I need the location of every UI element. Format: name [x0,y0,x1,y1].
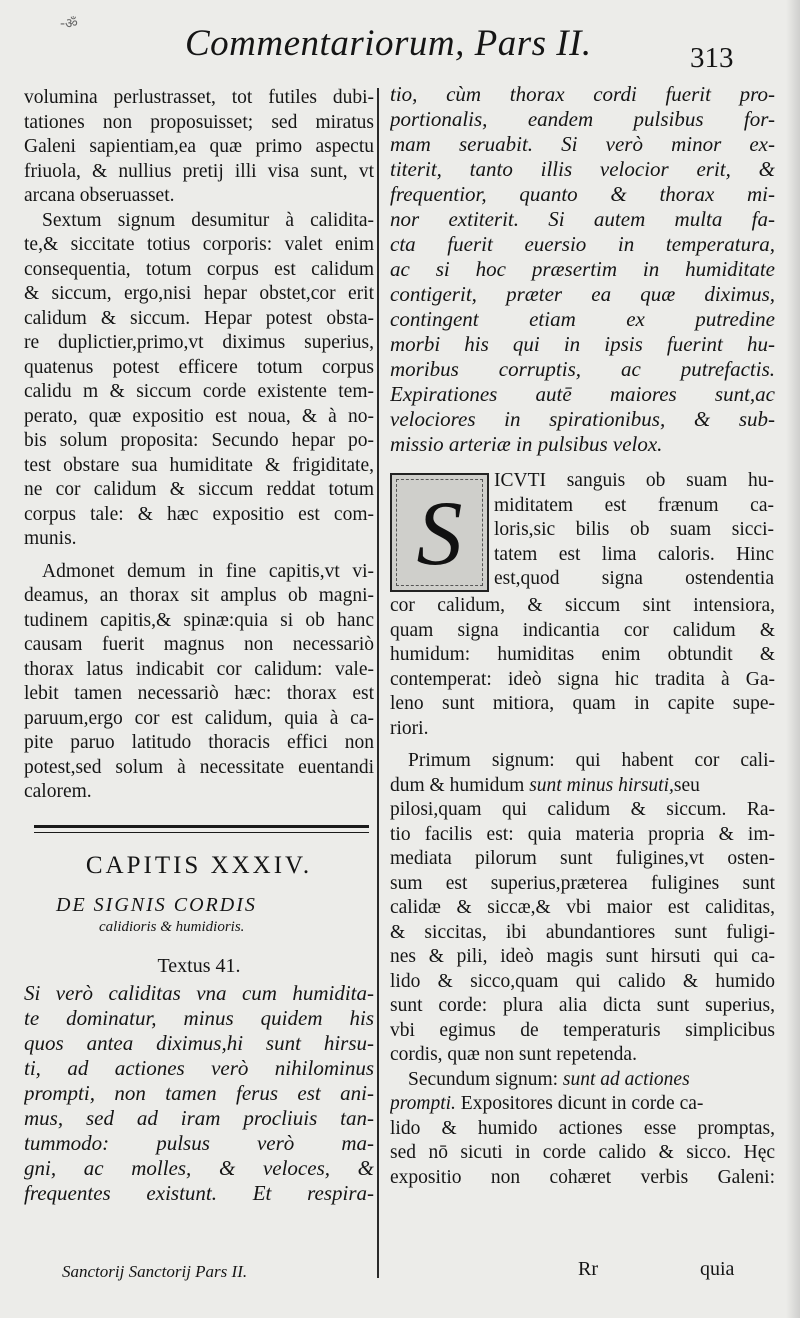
initial-paragraph [494,469,774,592]
text-line: lido & humido actiones esse promptas, [390,1117,775,1139]
text-run: seu [673,774,700,796]
text-line: miditatem est frænum ca- [494,494,774,516]
right-paragraph-c [390,1068,775,1191]
italic-phrase: prompti. [390,1093,456,1114]
textus-label: Textus 41. [157,954,241,977]
text-line: & siccitas, ibi abundantiores sunt fuligi- [390,921,775,943]
text-line: gni, ac molles, & veloces, & [24,1155,374,1180]
text-line: mam seruabit. Si verò minor ex- [390,132,775,156]
text-line: nor extiterit. Si autem multa fa- [390,207,775,231]
left-paragraph-2 [24,209,374,552]
text-line: nes & pili, ideò magis sunt hirsuti qui ca- [390,946,775,967]
text-line: arcana obseruasset. [24,185,175,206]
text-line: te,& siccitate totius corporis: valet enim [24,234,374,255]
text-line: moribus corruptis, ac putrefactis. [390,357,775,381]
text-line [390,1068,775,1093]
text-line: quam signa indicantia cor calidum & [390,619,775,641]
text-line: tudinem capitis,& spinæ:quia si ob hanc [24,609,374,631]
text-line: cor calidum, & siccum sint intensiora, [390,595,775,616]
text-line: munis. [24,528,77,549]
text-line: paruum,ergo cor est calidum, quia à ca- [24,707,374,729]
text-line: ICVTI sanguis ob suam hu- [494,470,774,491]
text-line: riori. [390,717,429,739]
text-line: Primum signum: qui habent cor cali- [408,750,775,771]
text-line: est,quod signa ostendentia [494,568,774,589]
text-line: mediata pilorum sunt fuligines,vt osten- [390,848,775,869]
chapter-subheading-continued: calidioris & humidioris. [99,918,245,935]
text-line: Sextum signum desumitur à calidita- [42,209,374,231]
textus-passage [24,981,374,1206]
text-line: velociores in spirationibus, & sub- [390,407,775,431]
textus-continuation [390,82,775,457]
text-line: Galeni sapientiam,ea quæ primo aspectu [24,136,374,157]
right-column [390,82,775,1190]
right-paragraph-b [390,749,775,1068]
text-line: causam fuerit magnus non necessariò [24,634,374,655]
text-line: lido & sicco,quam qui calido & humido [390,970,775,992]
column-divider [377,88,379,1278]
text-line: calorem. [24,781,92,802]
text-line: expositio non cohæret verbis Galeni: [390,1166,775,1188]
text-line: perato, quæ expositio est noua, & à no- [24,405,374,427]
text-line: cta fuerit euersio in temperatura, [390,232,775,256]
text-line: tationes non proposuisset; sed miratus [24,111,374,133]
left-paragraph-3 [24,560,374,805]
signature-mark: Rr [578,1258,598,1280]
text-line: te dominatur, minus quidem his [24,1005,374,1030]
text-line: re duplictier,primo,vt diximus superius, [24,332,374,353]
text-line: Si verò caliditas vna cum humidita- [24,980,374,1005]
text-line: ac si hoc præsertim in humiditate [390,257,775,281]
decorated-initial-s: S [390,473,489,592]
chapter-rule [34,825,369,833]
text-line: corpus tale: & hæc expositio est com- [24,503,374,525]
text-line: sed nō sicuti in corde calido & sicco. Hęc [390,1142,775,1163]
text-run: Secundum signum: [408,1068,563,1090]
text-line: quos antea diximus,hi sunt hirsu- [24,1030,374,1055]
text-line: tio, cùm thorax cordi fuerit pro- [390,82,775,106]
text-line: ne cor calidum & siccum reddat totum [24,479,374,500]
text-line: thorax latus indicabit cor calidum: vale- [24,658,374,680]
text-line: missio arteriæ in pulsibus velox. [390,432,663,456]
text-line: sunt corde: plura alia dicta sunt superius, [390,995,775,1016]
text-line: potest,sed solum à necessitate euentandi [24,756,374,778]
text-line: humidum: humiditas enim obtundit & [390,644,775,665]
chapter-subheading: DE SIGNIS CORDIS [56,893,257,916]
text-line: Admonet demum in fine capitis,vt vi- [42,560,374,582]
text-line [390,774,775,799]
text-line: tatem est lima caloris. Hinc [494,543,774,565]
text-line: & siccum, ergo,nisi hepar obstet,cor erit [24,283,374,304]
text-line: cordis, quæ non sunt repetenda. [390,1044,637,1065]
catchword: quia [700,1258,735,1280]
page-number: 313 [690,42,734,74]
text-line: frequentes existunt. Et respira- [24,1180,374,1205]
text-line: friuola, & nullius pretij illi visa sunt, vt [24,160,374,182]
left-paragraph-1 [24,86,374,209]
italic-phrase: sunt ad actiones [562,1068,690,1090]
text-line: calidæ & siccæ,& vbi maior est caliditas, [390,897,775,918]
text-line: pite paruo latitudo thoracis effici non [24,732,374,753]
text-line: deamus, an thorax sit amplus ob magni- [24,585,374,606]
text-line: bis solum proposita: Secundo hepar po- [24,430,374,451]
text-line [390,1092,775,1117]
right-paragraph-a [390,594,775,741]
text-line: volumina perlustrasset, tot futiles dubi- [24,87,374,108]
text-line: frequentior, quanto & thorax mi- [390,182,775,206]
running-title: Commentariorum, Pars II. [185,23,592,64]
text-line: contemperat: ideò signa hic tradita à Ga- [390,668,775,690]
text-line: prompti, non tamen ferus est ani- [24,1080,374,1105]
text-run: Expositores dicunt in corde ca- [455,1093,704,1114]
text-line: contigerit, præter ea quæ diximus, [390,282,775,306]
text-line: titerit, tanto illis velocior erit, & [390,157,775,181]
text-line: vbi egimus de temperaturis simplicibus [390,1019,775,1041]
text-line: tummodo: pulsus verò ma- [24,1130,374,1155]
text-line: ti, ad actiones verò nihilominus [24,1055,374,1080]
text-line: calidu m & siccum corde existente tem- [24,381,374,402]
text-line: loris,sic bilis ob suam sicci- [494,519,774,540]
text-line: quatenus potest efficere totum corpus [24,356,374,378]
ink-smudge: -ॐ [60,16,78,32]
text-line: contingent etiam ex putredine [390,307,775,331]
text-line: tio facilis est: quia materia propria & im- [390,823,775,845]
decorated-initial-block [390,469,775,594]
text-line: test obstare sua humiditate & frigiditate, [24,454,374,476]
text-line: mus, sed ad iram procliuis tan- [24,1105,374,1130]
left-column [24,86,374,1206]
italic-phrase: sunt minus hirsuti, [529,774,674,796]
text-line: leno sunt mitiora, quam in capite supe- [390,693,775,714]
text-line: sum est superius,præterea fuligines sunt [390,872,775,894]
text-line: pilosi,quam qui calidum & siccum. Ra- [390,799,775,820]
text-line: portionalis, eandem pulsibus for- [390,107,775,131]
text-line: morbi his qui in ipsis fuerint hu- [390,332,775,356]
text-line: Expirationes autē maiores sunt,ac [390,382,775,406]
text-run: dum & humidum [390,774,530,796]
footer-signature: Sanctorij Sanctorij Pars II. [62,1262,248,1281]
chapter-heading: CAPITIS XXXIV. [85,851,313,879]
text-line: lebit tamen necessariò hæc: thorax est [24,683,374,704]
text-line: calidum & siccum. Hepar potest obsta- [24,307,374,329]
text-line: consequentia, totum corpus est calidum [24,258,374,280]
